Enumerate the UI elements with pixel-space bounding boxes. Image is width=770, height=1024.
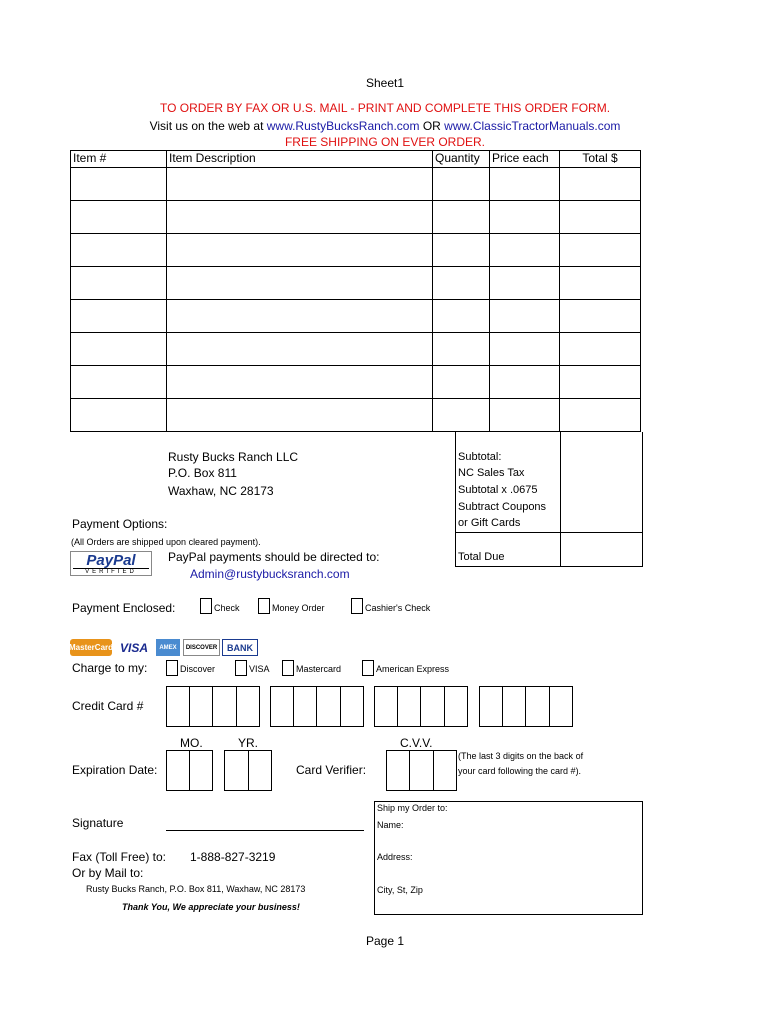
money-order-checkbox[interactable] bbox=[258, 598, 270, 614]
ship-name-label[interactable]: Name: bbox=[377, 820, 404, 830]
company-city: Waxhaw, NC 28173 bbox=[168, 484, 274, 498]
quantity-cell[interactable] bbox=[433, 168, 490, 201]
table-row bbox=[71, 234, 641, 267]
paypal-wordmark: PayPal bbox=[86, 552, 136, 569]
credit-card-label: Credit Card # bbox=[72, 699, 144, 713]
cashiers-check-option-label: Cashier's Check bbox=[365, 603, 431, 613]
ship-to-box bbox=[374, 801, 643, 915]
ship-address-label[interactable]: Address: bbox=[377, 852, 413, 862]
cvv-note-line1: (The last 3 digits on the back of bbox=[458, 751, 584, 761]
mastercard-logo: MasterCard bbox=[70, 639, 112, 656]
order-table bbox=[70, 150, 641, 432]
price-cell[interactable] bbox=[490, 300, 560, 333]
payment-enclosed-label: Payment Enclosed: bbox=[72, 601, 176, 615]
description-cell[interactable] bbox=[167, 399, 433, 432]
digit-divider bbox=[433, 750, 434, 791]
table-row bbox=[71, 300, 641, 333]
signature-line[interactable] bbox=[166, 830, 364, 831]
totals-divider bbox=[455, 532, 643, 533]
digit-divider bbox=[248, 750, 249, 791]
description-cell[interactable] bbox=[167, 201, 433, 234]
visit-prefix: Visit us on the web at bbox=[149, 119, 267, 133]
bank-logo: BANK bbox=[222, 639, 258, 656]
website-line bbox=[0, 119, 770, 133]
digit-divider bbox=[316, 686, 317, 727]
quantity-cell[interactable] bbox=[433, 300, 490, 333]
total-cell[interactable] bbox=[560, 366, 641, 399]
coupons-label: Subtract Coupons bbox=[458, 501, 547, 513]
item-cell[interactable] bbox=[71, 267, 167, 300]
item-cell[interactable] bbox=[71, 333, 167, 366]
item-cell[interactable] bbox=[71, 366, 167, 399]
page-number: Page 1 bbox=[365, 934, 405, 948]
cashiers-check-checkbox[interactable] bbox=[351, 598, 363, 614]
table-row bbox=[71, 201, 641, 234]
quantity-cell[interactable] bbox=[433, 267, 490, 300]
sheet-title: Sheet1 bbox=[365, 76, 405, 90]
money-order-option-label: Money Order bbox=[272, 603, 325, 613]
digit-divider bbox=[340, 686, 341, 727]
ship-city-label[interactable]: City, St, Zip bbox=[377, 885, 423, 895]
payment-note: (All Orders are shipped upon cleared payment). bbox=[71, 537, 261, 547]
quantity-cell[interactable] bbox=[433, 399, 490, 432]
col-header-quantity: Quantity bbox=[433, 151, 490, 168]
price-cell[interactable] bbox=[490, 201, 560, 234]
totals-right-border bbox=[642, 432, 643, 567]
table-row bbox=[71, 366, 641, 399]
company-po-box: P.O. Box 811 bbox=[168, 466, 237, 480]
col-header-description: Item Description bbox=[167, 151, 433, 168]
digit-divider bbox=[549, 686, 550, 727]
check-checkbox[interactable] bbox=[200, 598, 212, 614]
cvv-note-line2: your card following the card #). bbox=[458, 766, 582, 776]
table-row bbox=[71, 168, 641, 201]
item-cell[interactable] bbox=[71, 300, 167, 333]
amex-logo: AMEX bbox=[156, 639, 180, 656]
digit-divider bbox=[420, 686, 421, 727]
table-row bbox=[71, 333, 641, 366]
digit-divider bbox=[525, 686, 526, 727]
description-cell[interactable] bbox=[167, 366, 433, 399]
digit-divider bbox=[189, 750, 190, 791]
fax-label: Fax (Toll Free) to: bbox=[72, 850, 167, 864]
classictractor-link[interactable]: www.ClassicTractorManuals.com bbox=[444, 119, 621, 133]
description-cell[interactable] bbox=[167, 168, 433, 201]
description-cell[interactable] bbox=[167, 333, 433, 366]
col-header-item: Item # bbox=[71, 151, 167, 168]
item-cell[interactable] bbox=[71, 201, 167, 234]
table-row bbox=[71, 267, 641, 300]
mailing-address: Rusty Bucks Ranch, P.O. Box 811, Waxhaw, NC 28173 bbox=[86, 884, 306, 894]
amex-checkbox[interactable] bbox=[362, 660, 374, 676]
payment-options-label: Payment Options: bbox=[72, 517, 168, 531]
quantity-cell[interactable] bbox=[433, 366, 490, 399]
or-text: OR bbox=[419, 119, 445, 133]
mastercard-checkbox[interactable] bbox=[282, 660, 294, 676]
table-header-row bbox=[71, 151, 641, 168]
quantity-cell[interactable] bbox=[433, 201, 490, 234]
total-due-label: Total Due bbox=[458, 551, 505, 563]
check-option-label: Check bbox=[214, 603, 240, 613]
sales-tax-label: NC Sales Tax bbox=[458, 467, 525, 479]
discover-option-label: Discover bbox=[180, 664, 216, 674]
order-instructions: TO ORDER BY FAX OR U.S. MAIL - PRINT AND COMPLETE THIS ORDER FORM. bbox=[159, 101, 611, 115]
quantity-cell[interactable] bbox=[433, 333, 490, 366]
ship-to-title: Ship my Order to: bbox=[377, 803, 448, 813]
col-header-total: Total $ bbox=[560, 151, 641, 168]
card-number-group-2[interactable] bbox=[270, 686, 364, 727]
total-cell[interactable] bbox=[560, 201, 641, 234]
price-cell[interactable] bbox=[490, 234, 560, 267]
company-name: Rusty Bucks Ranch LLC bbox=[168, 450, 299, 464]
mail-label: Or by Mail to: bbox=[72, 866, 144, 880]
price-cell[interactable] bbox=[490, 399, 560, 432]
total-cell[interactable] bbox=[560, 234, 641, 267]
total-cell[interactable] bbox=[560, 399, 641, 432]
signature-label: Signature bbox=[72, 816, 124, 830]
total-cell[interactable] bbox=[560, 333, 641, 366]
amex-option-label: American Express bbox=[376, 664, 450, 674]
discover-logo: DISCOVER bbox=[183, 639, 220, 656]
rustybucks-link[interactable]: www.RustyBucksRanch.com bbox=[266, 119, 420, 133]
paypal-verified-logo bbox=[70, 551, 152, 576]
description-cell[interactable] bbox=[167, 267, 433, 300]
cvv-label: C.V.V. bbox=[400, 736, 433, 750]
year-label: YR. bbox=[238, 736, 259, 750]
price-cell[interactable] bbox=[490, 267, 560, 300]
subtotal-label: Subtotal: bbox=[458, 451, 502, 463]
totals-middle-border bbox=[560, 432, 561, 567]
totals-left-border bbox=[455, 432, 456, 567]
totals-bottom-border bbox=[455, 566, 643, 567]
item-cell[interactable] bbox=[71, 168, 167, 201]
month-label: MO. bbox=[180, 736, 203, 750]
description-cell[interactable] bbox=[167, 300, 433, 333]
total-cell[interactable] bbox=[560, 267, 641, 300]
digit-divider bbox=[502, 686, 503, 727]
tax-rate-label: Subtotal x .0675 bbox=[458, 484, 538, 496]
digit-divider bbox=[189, 686, 190, 727]
price-cell[interactable] bbox=[490, 366, 560, 399]
visa-option-label: VISA bbox=[249, 664, 270, 674]
paypal-instructions: PayPal payments should be directed to: bbox=[168, 550, 380, 564]
price-cell[interactable] bbox=[490, 333, 560, 366]
visa-checkbox[interactable] bbox=[235, 660, 247, 676]
table-row bbox=[71, 399, 641, 432]
card-number-group-1[interactable] bbox=[166, 686, 260, 727]
card-number-group-4[interactable] bbox=[479, 686, 573, 727]
digit-divider bbox=[444, 686, 445, 727]
discover-checkbox[interactable] bbox=[166, 660, 178, 676]
digit-divider bbox=[409, 750, 410, 791]
paypal-verified-text: VERIFIED bbox=[73, 568, 149, 576]
description-cell[interactable] bbox=[167, 234, 433, 267]
free-shipping-notice: FREE SHIPPING ON EVER ORDER. bbox=[284, 135, 486, 149]
cvv-field[interactable] bbox=[386, 750, 457, 791]
quantity-cell[interactable] bbox=[433, 234, 490, 267]
gift-cards-label: or Gift Cards bbox=[458, 517, 521, 529]
col-header-price: Price each bbox=[490, 151, 560, 168]
price-cell[interactable] bbox=[490, 168, 560, 201]
card-verifier-label: Card Verifier: bbox=[296, 763, 367, 777]
total-cell[interactable] bbox=[560, 300, 641, 333]
digit-divider bbox=[293, 686, 294, 727]
card-number-group-3[interactable] bbox=[374, 686, 468, 727]
visa-logo: VISA bbox=[115, 639, 153, 656]
expiration-date-label: Expiration Date: bbox=[72, 763, 158, 777]
mastercard-option-label: Mastercard bbox=[296, 664, 342, 674]
fax-number: 1-888-827-3219 bbox=[190, 850, 276, 864]
item-cell[interactable] bbox=[71, 399, 167, 432]
digit-divider bbox=[212, 686, 213, 727]
total-cell[interactable] bbox=[560, 168, 641, 201]
thank-you-note: Thank You, We appreciate your business! bbox=[122, 902, 300, 912]
item-cell[interactable] bbox=[71, 234, 167, 267]
digit-divider bbox=[236, 686, 237, 727]
paypal-email[interactable]: Admin@rustybucksranch.com bbox=[190, 567, 350, 581]
charge-to-my-label: Charge to my: bbox=[72, 661, 148, 675]
digit-divider bbox=[397, 686, 398, 727]
